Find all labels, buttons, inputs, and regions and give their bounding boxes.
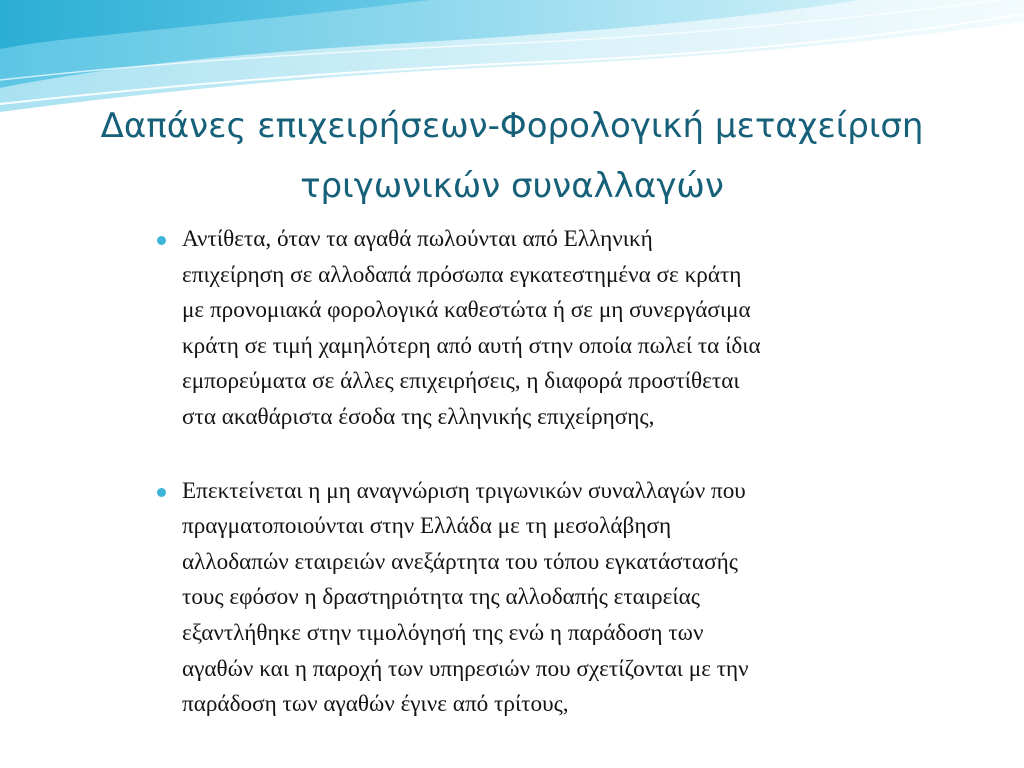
bullet-2-line-2: πραγματοποιούνται στην Ελλάδα με τη μεσολάβηση (182, 513, 672, 540)
bullet-list (154, 222, 954, 723)
bullet-item-2 (154, 474, 954, 723)
slide-title-line-2: τριγωνικών συναλλαγών (300, 166, 724, 206)
slide-title-line-1: Δαπάνες επιχειρήσεων-Φορολογική μεταχείριση (100, 106, 924, 146)
bullet-1-line-2: επιχείρηση σε αλλοδαπά πρόσωπα εγκατεστημένα σε κράτη (182, 261, 742, 288)
bullet-1-line-6: στα ακαθάριστα έσοδα της ελληνικής επιχείρησης, (182, 403, 655, 430)
bullet-2-line-6: αγαθών και η παροχή των υπηρεσιών που σχετίζονται με την (182, 655, 749, 682)
bullet-2-line-5: εξαντλήθηκε στην τιμολόγησή της ενώ η παράδοση των (182, 619, 704, 646)
bullet-1-line-5: εμπορεύματα σε άλλες επιχειρήσεις, η διαφορά προστίθεται (182, 368, 740, 395)
bullet-2-line-3: αλλοδαπών εταιρειών ανεξάρτητα του τόπου εγκατάστασής (182, 548, 738, 575)
bullet-2-line-4: τους εφόσον η δραστηριότητα της αλλοδαπής εταιρείας (182, 584, 700, 611)
bullet-dot-icon (157, 488, 166, 497)
bullet-dot-icon (157, 236, 166, 245)
bullet-2-line-1: Επεκτείνεται η μη αναγνώριση τριγωνικών συναλλαγών που (182, 477, 746, 504)
bullet-2-line-7: παράδοση των αγαθών έγινε από τρίτους, (182, 691, 569, 718)
bullet-item-1 (154, 222, 954, 436)
bullet-1-line-3: με προνομιακά φορολογικά καθεστώτα ή σε μη συνεργάσιμα (182, 297, 751, 324)
bullet-1-line-1: Αντίθετα, όταν τα αγαθά πωλούνται από Ελληνική (182, 226, 653, 252)
slide-title (40, 96, 984, 216)
bullet-1-line-4: κράτη σε τιμή χαμηλότερη από αυτή στην οποία πωλεί τα ίδια (182, 332, 761, 359)
